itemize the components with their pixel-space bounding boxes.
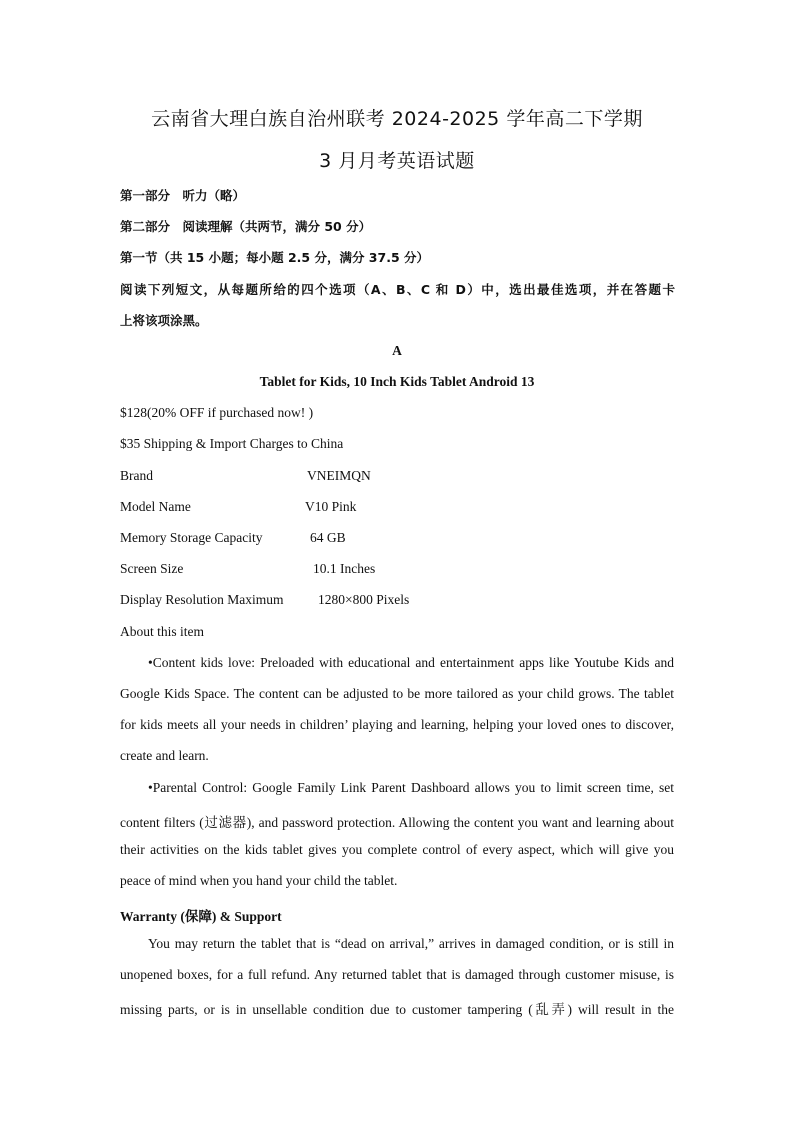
spec-label-brand: Brand — [120, 468, 153, 483]
bullet1-line: Google Kids Space. The content can be adjusted to be more tailored as your child grows. The tablet — [120, 686, 674, 701]
bullet1-line: •Content kids love: Preloaded with educational and entertainment apps like Youtube Kids and — [148, 655, 674, 670]
spec-value-model: V10 Pink — [305, 499, 357, 514]
bullet1-line: create and learn. — [120, 748, 209, 763]
bullet2-line: peace of mind when you hand your child the tablet. — [120, 873, 398, 888]
shipping-charges: $35 Shipping & Import Charges to China — [120, 436, 344, 451]
exam-title-line2: 3 月月考英语试题 — [319, 150, 475, 172]
warranty-line: unopened boxes, for a full refund. Any returned tablet that is damaged through customer misuse, is — [120, 967, 674, 982]
product-title: Tablet for Kids, 10 Inch Kids Tablet Android 13 — [259, 374, 535, 389]
exam-title-line1: 云南省大理白族自治州联考 2024-2025 学年高二下学期 — [151, 108, 643, 130]
bullet2-line: their activities on the kids tablet gives you complete control of every aspect, which will give you — [120, 842, 674, 857]
warranty-heading: Warranty (保障) & Support — [120, 909, 282, 924]
spec-value-resolution: 1280×800 Pixels — [318, 592, 410, 607]
product-price: $128(20% OFF if purchased now! ) — [120, 405, 314, 420]
instruction-line2: 上将该项涂黑。 — [120, 313, 208, 328]
part2-heading: 第二部分 阅读理解（共两节，满分 50 分） — [120, 219, 372, 234]
warranty-line: You may return the tablet that is “dead on arrival,” arrives in damaged condition, or is still in — [148, 936, 674, 951]
spec-value-memory: 64 GB — [310, 530, 346, 545]
bullet1-line: for kids meets all your needs in children’ playing and learning, helping your loved ones to discover, — [120, 717, 674, 732]
bullet2-line: content filters (过滤器), and password protection. Allowing the content you want and learning about — [120, 815, 674, 830]
spec-label-model: Model Name — [120, 499, 191, 514]
spec-label-resolution: Display Resolution Maximum — [120, 592, 284, 607]
spec-label-screen: Screen Size — [120, 561, 184, 576]
spec-value-brand: VNEIMQN — [307, 468, 371, 483]
bullet2-line: •Parental Control: Google Family Link Parent Dashboard allows you to limit screen time, set — [148, 780, 674, 795]
passage-label: A — [392, 343, 402, 358]
spec-value-screen: 10.1 Inches — [313, 561, 376, 576]
warranty-line: missing parts, or is in unsellable condition due to customer tampering (乱弄) will result in the — [120, 1002, 674, 1017]
about-heading: About this item — [120, 624, 204, 639]
instruction-line1: 阅读下列短文，从每题所给的四个选项（A、B、C 和 D）中，选出最佳选项，并在答题卡 — [120, 282, 675, 297]
part1-heading: 第一部分 听力（略） — [120, 188, 246, 203]
section1-heading: 第一节（共 15 小题；每小题 2.5 分，满分 37.5 分） — [120, 250, 429, 265]
spec-label-memory: Memory Storage Capacity — [120, 530, 263, 545]
